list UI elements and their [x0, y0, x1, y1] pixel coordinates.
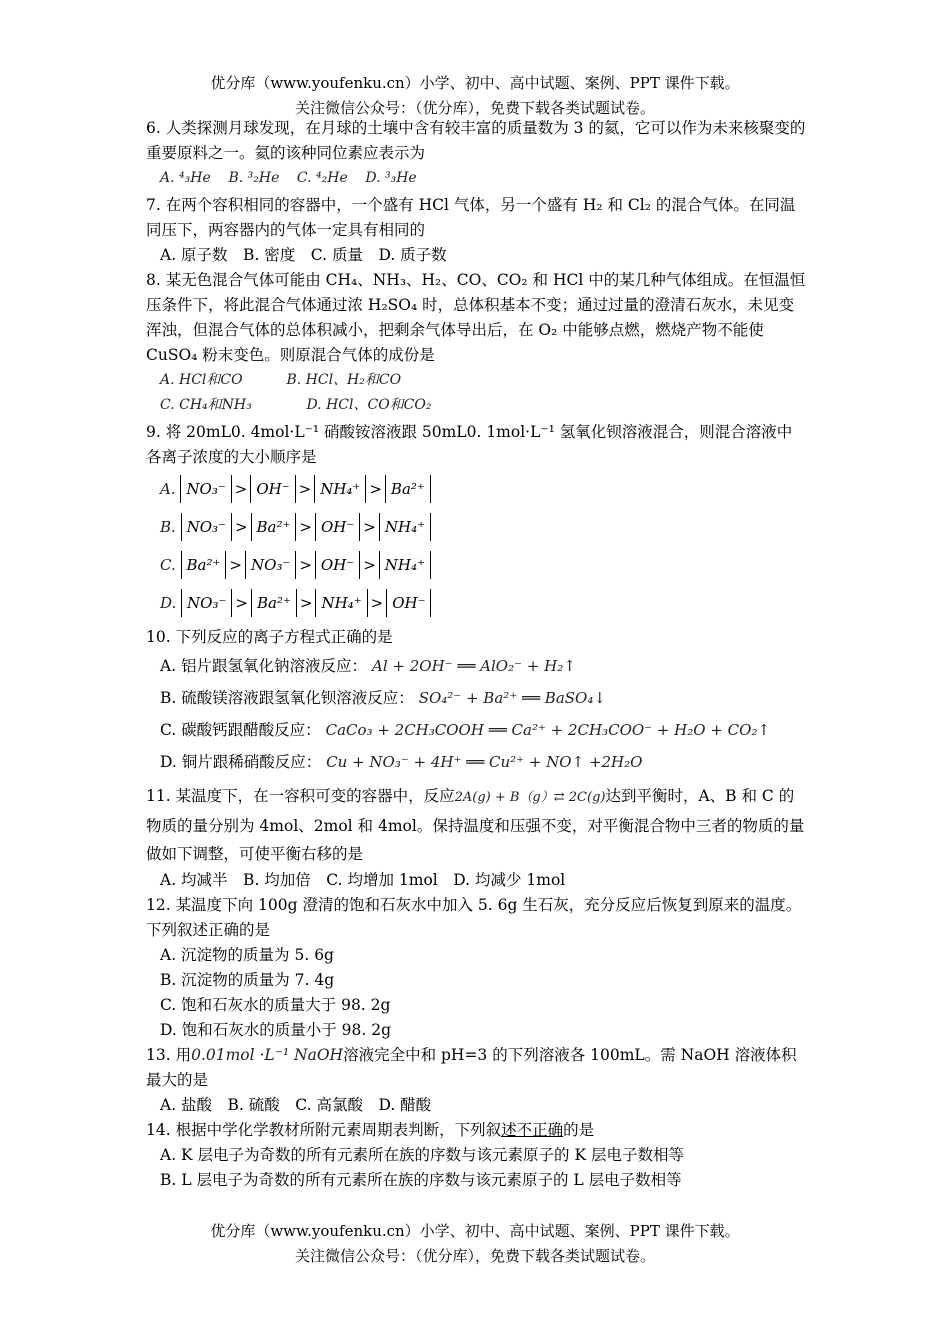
q9-d-item-4: OH⁻: [386, 589, 431, 617]
q9-d-item-2: Ba²⁺: [251, 589, 297, 617]
question-6-text: 6. 人类探测月球发现，在月球的土壤中含有较丰富的质量数为 3 的氦，它可以作为未来核聚变的重要原料之一。氦的该种同位素应表示为: [146, 119, 806, 162]
q10-option-a-equation: Al + 2OH⁻ ══ AlO₂⁻ + H₂↑: [372, 657, 576, 675]
q13-text-before: 13. 用: [146, 1046, 192, 1064]
q9-b-item-3: OH⁻: [315, 513, 360, 541]
q12-option-b: B. 沉淀物的质量为 7. 4g: [160, 971, 335, 989]
q14-text-before: 14. 根据中学化学教材所附元素周期表判断，下列叙: [146, 1121, 502, 1139]
question-14-text: [146, 1118, 806, 1143]
header-line-2: 关注微信公众号：（优分库），免费下载各类试题试卷。: [294, 99, 655, 117]
footer-line-2: 关注微信公众号：（优分库），免费下载各类试题试卷。: [294, 1247, 655, 1265]
q9-option-b-label: B.: [160, 518, 176, 536]
q9-option-b: B. NO₃⁻ > Ba²⁺ > OH⁻ > NH₄⁺: [160, 508, 806, 546]
q9-a-item-4: Ba²⁺: [385, 475, 431, 503]
question-7-options: A. 原子数 B. 密度 C. 质量 D. 质子数: [160, 246, 447, 264]
question-9-options: [146, 470, 806, 622]
q6-option-c: C. ⁴₂He: [296, 170, 348, 186]
q9-c-item-2: NO₃⁻: [245, 551, 296, 579]
q10-option-b: [160, 682, 806, 714]
q10-option-b-label: B. 硫酸镁溶液跟氢氧化钡溶液反应：: [160, 689, 414, 707]
q9-option-c: C. Ba²⁺ > NO₃⁻ > OH⁻ > NH₄⁺: [160, 546, 806, 584]
q10-option-a: [160, 650, 806, 682]
q14-text-after: 的是: [563, 1121, 595, 1139]
header-line-1: 优分库（www.youfenku.cn）小学、初中、高中试题、案例、PPT 课件下载。: [210, 74, 740, 92]
q9-c-item-3: OH⁻: [315, 551, 360, 579]
q6-option-a: A. ⁴₃He: [160, 170, 211, 186]
q13-formula: 0.01mol ·L⁻¹ NaOH: [191, 1046, 344, 1064]
q9-b-item-1: NO₃⁻: [181, 513, 232, 541]
question-13-options: A. 盐酸 B. 硫酸 C. 高氯酸 D. 醋酸: [160, 1096, 432, 1114]
q10-option-c-equation: CaCo₃ + 2CH₃COOH ══ Ca²⁺ + 2CH₃COO⁻ + H₂O + CO₂↑: [325, 721, 771, 739]
question-10-text: 10. 下列反应的离子方程式正确的是: [146, 628, 393, 646]
q9-option-d: D. NO₃⁻ > Ba²⁺ > NH₄⁺ > OH⁻: [160, 584, 806, 622]
q9-option-c-label: C.: [160, 556, 176, 574]
q14-option-a: A. K 层电子为奇数的所有元素所在族的序数与该元素原子的 K 层电子数相等: [160, 1146, 684, 1164]
question-7-text: 7. 在两个容积相同的容器中，一个盛有 HCl 气体，另一个盛有 H₂ 和 Cl₂ 的混合气体。在同温同压下，两容器内的气体一定具有相同的: [146, 196, 796, 239]
q10-option-b-equation: SO₄²⁻ + Ba²⁺ ══ BaSO₄↓: [418, 689, 606, 707]
q13-text-after: 溶液完全中和 pH=3 的下列溶液各 100mL。需 NaOH 溶液体积最大的是: [146, 1046, 797, 1089]
q9-option-d-label: D.: [160, 594, 177, 612]
question-8-options-row1: [160, 368, 806, 393]
q9-b-item-4: NH₄⁺: [379, 513, 431, 541]
q12-option-a: A. 沉淀物的质量为 5. 6g: [160, 946, 334, 964]
q9-option-a-label: A.: [160, 480, 176, 498]
q9-c-item-4: NH₄⁺: [379, 551, 431, 579]
question-content: [146, 116, 806, 1193]
q8-option-a: A. HCl和CO: [160, 372, 243, 388]
q10-option-d: [160, 746, 806, 778]
q9-a-item-1: NO₃⁻: [180, 475, 231, 503]
q12-option-d: D. 饱和石灰水的质量小于 98. 2g: [160, 1021, 392, 1039]
q14-underlined-text: 述不正确: [501, 1121, 564, 1139]
q11-text-before: 11. 某温度下，在一容积可变的容器中，反应: [146, 787, 455, 805]
q14-option-b: B. L 层电子为奇数的所有元素所在族的序数与该元素原子的 L 层电子数相等: [160, 1171, 682, 1189]
question-12-text: 12. 某温度下向 100g 澄清的饱和石灰水中加入 5. 6g 生石灰，充分反应后恢复到原来的温度。下列叙述正确的是: [146, 896, 802, 939]
q8-option-d: D. HCl、CO和CO₂: [306, 397, 432, 413]
q11-equation: 2A(g) + B（g）⇄ 2C(g): [454, 790, 606, 805]
question-8-text: 8. 某无色混合气体可能由 CH₄、NH₃、H₂、CO、CO₂ 和 HCl 中的某几种气体组成。在恒温恒压条件下，将此混合气体通过浓 H₂SO₄ 时，总体积基本不变；通过过量的澄清石灰水，未见变浑浊，但混合气体的总体积减小，把剩余气体导出后，在 O₂ 中能够点燃，燃烧产物不能使 CuSO₄ 粉末变色。则原混合气体的成份是: [146, 271, 806, 364]
question-9-text: 9. 将 20mL0. 4mol·L⁻¹ 硝酸铵溶液跟 50mL0. 1mol·L⁻¹ 氢氧化钡溶液混合，则混合溶液中各离子浓度的大小顺序是: [146, 423, 793, 466]
footer-line-1: 优分库（www.youfenku.cn）小学、初中、高中试题、案例、PPT 课件下载。: [210, 1222, 740, 1240]
q8-option-c: C. CH₄和NH₃: [160, 397, 252, 413]
q9-d-item-1: NO₃⁻: [181, 589, 232, 617]
question-8-options-row2: [160, 393, 806, 418]
q10-option-c-label: C. 碳酸钙跟醋酸反应：: [160, 721, 321, 739]
question-6-options: [160, 166, 806, 191]
q9-d-item-3: NH₄⁺: [315, 589, 367, 617]
q8-option-b: B. HCl、H₂和CO: [286, 372, 402, 388]
question-11-text: [146, 782, 806, 868]
q9-a-item-2: OH⁻: [250, 475, 295, 503]
q10-option-a-label: A. 铝片跟氢氧化钠溶液反应：: [160, 657, 368, 675]
q6-option-d: D. ³₃He: [365, 170, 417, 186]
q12-option-c: C. 饱和石灰水的质量大于 98. 2g: [160, 996, 391, 1014]
q10-option-c: [160, 714, 806, 746]
q9-option-a: A. NO₃⁻ > OH⁻ > NH₄⁺ > Ba²⁺: [160, 470, 806, 508]
q6-option-b: B. ³₂He: [228, 170, 280, 186]
q9-c-item-1: Ba²⁺: [181, 551, 227, 579]
q9-b-item-2: Ba²⁺: [251, 513, 297, 541]
question-11-options: A. 均减半 B. 均加倍 C. 均增加 1mol D. 均减少 1mol: [160, 871, 566, 889]
question-13-text: [146, 1043, 806, 1093]
q9-a-item-3: NH₄⁺: [314, 475, 366, 503]
q10-option-d-label: D. 铜片跟稀硝酸反应：: [160, 753, 322, 771]
q11-text-after: 达到平衡时，A、B 和 C 的物质的量分别为 4mol、2mol 和 4mol。保持温度和压强不变，对平衡混合物中三者的物质的量做如下调整，可使平衡右移的是: [146, 787, 805, 863]
q10-option-d-equation: Cu + NO₃⁻ + 4H⁺ ══ Cu²⁺ + NO↑ +2H₂O: [326, 753, 643, 771]
